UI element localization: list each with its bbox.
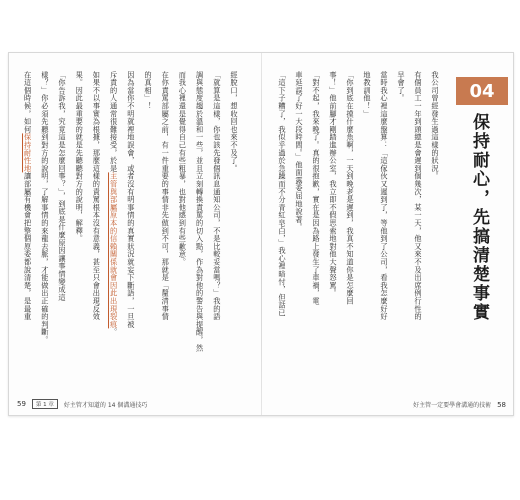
text-column: 因為當你不明就裡地誤會，或者沒有明事情的真實狀況就妄下斷語，一旦被 — [126, 71, 136, 329]
text-column: 「你告訴我，究竟這是怎麼回事？」，到底是什麼原因讓事情變成這 — [58, 71, 67, 302]
text-column: 地教訓他！」 — [363, 71, 372, 118]
text-column: 當時我心裡這麼盤算：「這傢伙又遲到了，等他到了公司，看我怎麼好好 — [380, 71, 389, 321]
text-column: 「就算是這樣，你也該先發個訊息通知公司，不是比較妥當嗎？」我的語 — [212, 71, 222, 321]
text-column: 的真相」！ — [144, 71, 153, 110]
text-column: 如果不以事實為根據，那麼這樣的責罵根本沒有意義，甚至只會出現反效 — [92, 71, 102, 321]
right-page-footer — [413, 400, 506, 409]
text-column: 車延誤了好一大段時間。」他面露委屈地說著。 — [295, 71, 304, 232]
text-column: 事！」他前腳才剛踏進辦公室，我立即不假思索地對他大聲怒罵。 — [329, 71, 338, 298]
chapter-number-box: 04 — [456, 77, 508, 105]
running-title-left: 好主管才知道的 14 個溝通技巧 — [63, 401, 148, 409]
left-page — [9, 53, 261, 415]
page-number-right: 58 — [497, 400, 506, 409]
text-column: 我公司曾經發生過這樣的狀況。 — [431, 71, 440, 181]
text-column: 而我心裡還是覺得自己有些粗暴，也對他感到有些歉意。 — [178, 71, 188, 266]
text-column: 調與態度趨於溫和一些，並且立刻轉換責罵的切入點，作為對他的警告與提醒，然 — [195, 71, 205, 352]
text-column: 「這下子糟了，我似乎過於急躁而不分青紅皂白，」我心裡暗忖，但話已 — [278, 71, 287, 317]
highlighted-text: 主管與部屬原本的信賴關係就會因此出現裂痕 — [109, 172, 119, 329]
text-column: 有個員工一年到頭總是會遲到個幾次，某一天，他又來不及出席例行性的 — [414, 71, 423, 321]
text-column: 在你責罵部屬之前，有一件重要的事情非先做到不可，那就是「釐清事情 — [161, 71, 171, 321]
text-column: 「你到底在摸什麼魚啊，一天到晚老是遲到，我真不知道你是怎麼回 — [346, 71, 355, 305]
chapter-title: 保持耐心，先搞清楚事實 — [469, 113, 489, 322]
left-page-footer — [17, 399, 147, 409]
text-column: 斥責的人通常很難接受，於是主管與部屬原本的信賴關係就會因此出現裂痕。 — [109, 71, 119, 337]
text-column: 早會了。 — [397, 71, 406, 103]
text-column: 在這個時候，如何保持耐性地讓部屬有機會把整個原委都說清楚，是最重 — [23, 71, 33, 321]
highlighted-text: 保持耐性地 — [23, 133, 33, 173]
page-number-left: 59 — [17, 400, 26, 408]
running-title-right: 好主管一定要學會溝通的技術 — [413, 402, 492, 409]
text-column: 經脫口，想收回也來不及了。 — [230, 71, 239, 173]
right-page — [262, 53, 514, 415]
open-book-spread — [8, 52, 514, 416]
text-column: 「對不起，我來晚了。真的很抱歉，實在是因為路上發生了車禍，電 — [312, 71, 321, 305]
text-column: 樣？」你必須先聽到對方的說明，了解事情的來龍去脈，才能做出正確的判斷。 — [40, 71, 50, 344]
text-column: 果。因此最重要的就是先聽聽對方的說明，解釋。 — [75, 71, 85, 243]
chapter-badge: 第 1 章 — [32, 399, 58, 409]
